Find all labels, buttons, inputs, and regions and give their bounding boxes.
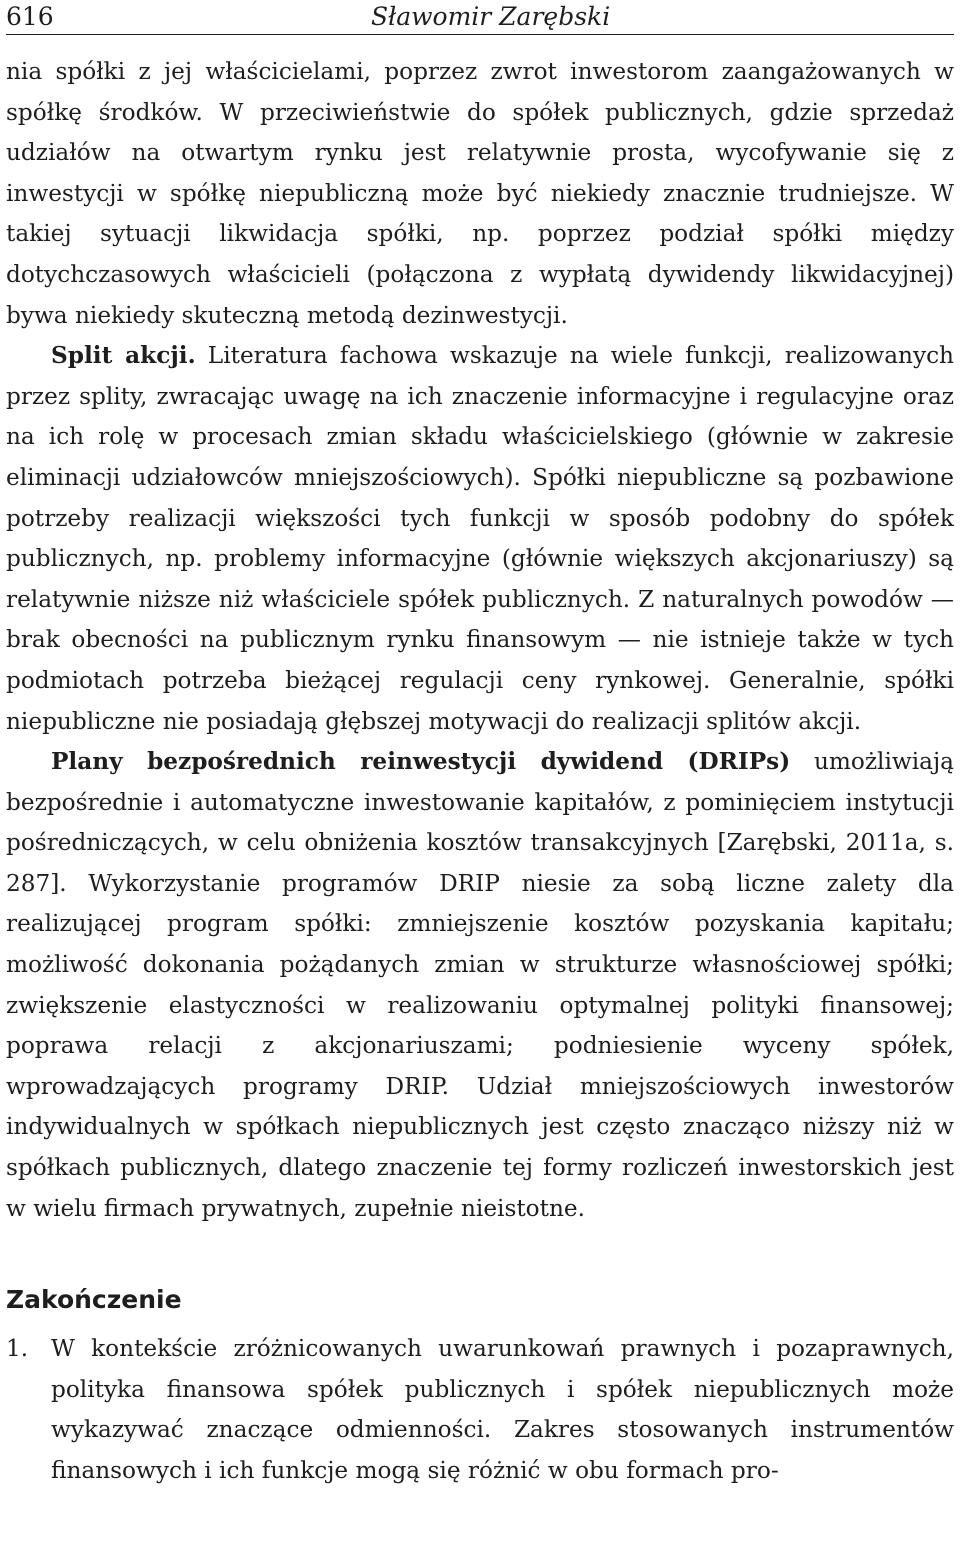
paragraph-text: Literatura fachowa wskazuje na wiele funkcji, realizowanych przez splity, zwracając uwagę na ich znaczenie informacyjne i regulacyjne oraz na ich rolę w procesach zmian składu właścicielskiego (głównie w zakresie eliminacji udziałowców mniejszościowych). Spółki niepubliczne są pozbawione potrzeby realizacji większości tych funkcji w sposób podobny do spółek publicznych, np. problemy informacyjne (głównie większych akcjonariuszy) są relatywnie niższe niż właściciele spółek publicznych. Z naturalnych powodów — brak obecności na publicznym rynku finansowym — nie istnieje także w tych podmiotach potrzeba bieżącej regulacji ceny rynkowej. Generalnie, spółki niepubliczne nie posiadają głębszej motywacji do realizacji splitów akcji.	[6, 342, 954, 735]
page-number: 616	[6, 2, 54, 31]
list-item	[6, 1329, 954, 1491]
running-header	[6, 0, 954, 35]
paragraph-split-akcji	[6, 336, 954, 742]
paragraph-text: nia spółki z jej właścicielami, poprzez zwrot inwestorom zaangażowanych w spółkę środków. W przeciwieństwie do spółek publicznych, gdzie sprzedaż udziałów na otwartym rynku jest relatywnie prosta, wycofywanie się z inwestycji w spółkę niepubliczną może być niekiedy znacznie trudniejsze. W takiej sytuacji likwidacja spółki, np. poprzez podział spółki między dotychczasowych właścicieli (połączona z wypłatą dywidendy likwidacyjnej) bywa niekiedy skuteczną metodą dezinwestycji.	[6, 58, 954, 329]
runin-heading: Plany bezpośrednich reinwestycji dywidend (DRIPs)	[51, 748, 791, 776]
runin-heading: Split akcji.	[51, 342, 196, 370]
book-page	[6, 0, 954, 1492]
running-head-author: Sławomir Zarębski	[371, 2, 611, 31]
list-item-text: W kontekście zróżnicowanych uwarunkowań prawnych i pozaprawnych, polityka finansowa spółek publicznych i spółek niepublicznych może wykazywać znaczące odmienności. Zakres stosowanych instrumentów finansowych i ich funkcje mogą się różnić w obu formach pro-	[51, 1335, 954, 1484]
paragraph-text: umożliwiają bezpośrednie i automatyczne inwestowanie kapitałów, z pominięciem instytucji pośredniczących, w celu obniżenia kosztów transakcyjnych [Zarębski, 2011a, s. 287]. Wykorzystanie programów DRIP niesie za sobą liczne zalety dla realizującej program spółki: zmniejszenie kosztów pozyskania kapitału; możliwość dokonania pożądanych zmian w strukturze własnościowej spółki; zwiększenie elastyczności w realizowaniu optymalnej polityki finansowej; poprawa relacji z akcjonariuszami; podniesienie wyceny spółek, wprowadzających programy DRIP. Udział mniejszościowych inwestorów indywidualnych w spółkach niepublicznych jest często znacząco niższy niż w spółkach publicznych, dlatego znaczenie tej formy rozliczeń inwestorskich jest w wielu firmach prywatnych, zupełnie nieistotne.	[6, 748, 954, 1222]
body-text	[6, 52, 954, 1229]
list-number: 1.	[6, 1335, 29, 1363]
section-heading: Zakończenie	[6, 1285, 182, 1315]
paragraph-continuation	[6, 52, 954, 336]
paragraph-drips	[6, 742, 954, 1229]
